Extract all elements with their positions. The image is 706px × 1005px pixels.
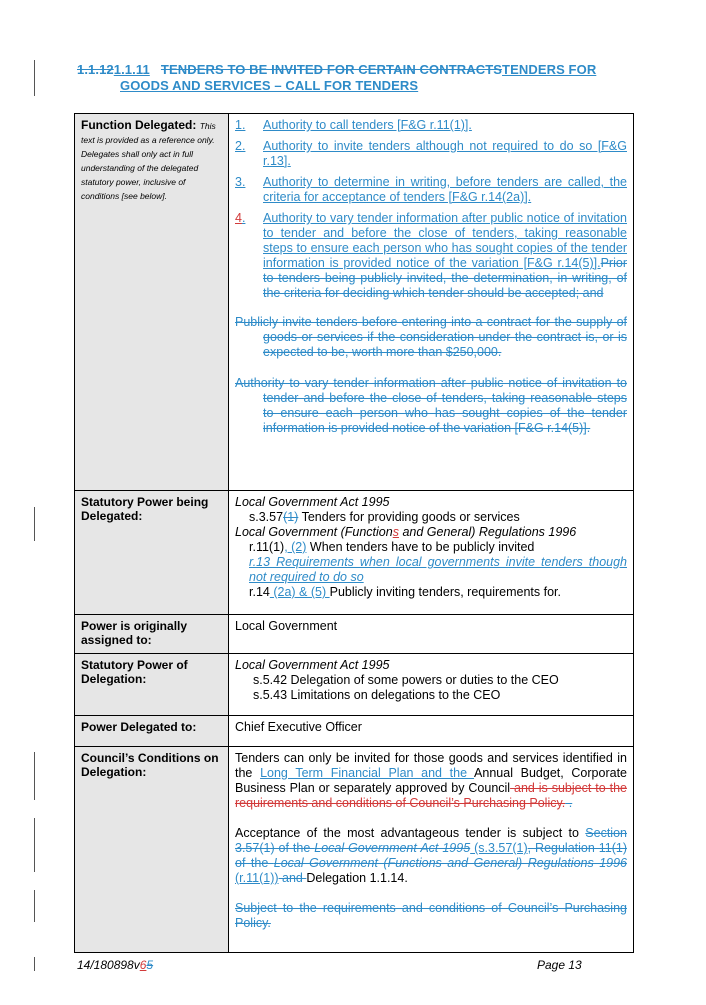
change-bar (34, 507, 35, 541)
label-cell (75, 615, 229, 654)
deleted-paragraph: Publicly invite tenders before entering into a contract for the supply of goods or services if the consideration under the contract is, or is expected to be, worth more than $250,000. (235, 315, 627, 359)
conditions-label: Council’s Conditions on Delegation: (81, 751, 219, 779)
function-item: 4. Authority to vary tender information after public notice of invitation to tender and before the close of tenders, taking reasonable steps to ensure each person who has sought copies of the tender information is provided notice of the variation [F&G r.14(5)].Prior to tenders being publicly invited, the determination, in writing, of the criteria for deciding which tender should be accepted; and (235, 211, 627, 300)
label-cell (75, 491, 229, 615)
deleted-paragraph: Authority to vary tender information after public notice of invitation to tender and before the close of tenders, taking reasonable steps to ensure each person who has sought copies of the tender information is provided notice of the variation [F&G r.14(5)]. (235, 376, 627, 435)
change-bar (34, 60, 35, 96)
change-bar (34, 818, 35, 872)
condition-paragraph-deleted: Subject to the requirements and conditions of Council’s Purchasing Policy. (235, 901, 627, 930)
section-542: s.5.42 Delegation of some powers or duties to the CEO (253, 673, 559, 687)
row-power-of-delegation (75, 654, 634, 716)
change-bar (34, 890, 35, 922)
assigned-value: Local Government (235, 619, 338, 633)
function-note: This text is provided as a reference only. Delegates shall only act in full understanding of the delegated statutory power, inclusive of conditions [see below]. (81, 121, 216, 201)
assigned-label: Power is originally assigned to: (81, 619, 188, 647)
section-543: s.5.43 Limitations on delegations to the CEO (253, 688, 501, 702)
document-number: 14/180898v65 (77, 958, 154, 972)
value-cell (229, 747, 634, 953)
row-originally-assigned (75, 615, 634, 654)
heading-title-new-1: TENDERS FOR (502, 62, 597, 77)
delegation-table (74, 113, 634, 953)
regulation-13: r.13 Requirements when local governments invite tenders though not required to do so (249, 555, 627, 584)
heading-number-new: 1.1.11 (113, 62, 150, 77)
label-cell (75, 716, 229, 747)
value-cell (229, 491, 634, 615)
delegation-power-label: Statutory Power of Delegation: (81, 658, 188, 686)
regulation-11: r.11(1), (2) When tenders have to be publicly invited (249, 540, 535, 554)
heading-number-old: 1.1.12 (77, 62, 114, 77)
condition-paragraph: Tenders can only be invited for those goods and services identified in the Long Term Financial Plan and the Annual Budget, Corporate Business Plan or separately approved by Council and is subject to the requirements and conditions of Council’s Purchasing Policy. . (235, 751, 627, 810)
condition-paragraph: Acceptance of the most advantageous tender is subject to Section 3.57(1) of the Local Government Act 1995 (s.3.57(1), Regulation 11(1) of the Local Government (Functions and General) Regulations 1996 (r.11(1)) and Delegation 1.1.14. (235, 826, 628, 885)
change-bar (34, 752, 35, 800)
regulation-14: r.14 (2a) & (5) Publicly inviting tenders, requirements for. (249, 585, 561, 599)
page-number: Page 13 (537, 958, 582, 972)
row-council-conditions (75, 747, 634, 953)
function-label: Function Delegated: (81, 118, 197, 132)
delegated-to-value: Chief Executive Officer (235, 720, 362, 734)
function-item: 3. Authority to determine in writing, before tenders are called, the criteria for acceptance of tenders [F&G r.14(2a)]. (235, 175, 627, 204)
value-cell (229, 615, 634, 654)
regulations-name: Local Government (Functions and General) Regulations 1996 (235, 525, 577, 539)
label-cell (75, 114, 229, 491)
row-function-delegated (75, 114, 634, 491)
function-item: 1. Authority to call tenders [F&G r.11(1)]. (235, 118, 472, 132)
label-cell (75, 654, 229, 716)
function-item: 2. Authority to invite tenders although not required to do so [F&G r.13]. (235, 139, 627, 168)
value-cell (229, 114, 634, 491)
heading-title-old: TENDERS TO BE INVITED FOR CERTAIN CONTRACTS (160, 62, 503, 77)
change-bar (34, 957, 35, 971)
statutory-label: Statutory Power being Delegated: (81, 495, 209, 523)
label-cell (75, 747, 229, 953)
act-name: Local Government Act 1995 (235, 658, 390, 672)
value-cell (229, 654, 634, 716)
value-cell (229, 716, 634, 747)
delegated-to-label: Power Delegated to: (81, 720, 197, 734)
act-name: Local Government Act 1995 (235, 495, 390, 509)
section-357: s.3.57(1) Tenders for providing goods or services (249, 510, 520, 524)
row-statutory-power (75, 491, 634, 615)
section-heading (77, 62, 633, 94)
heading-title-new-2: GOODS AND SERVICES – CALL FOR TENDERS (120, 78, 419, 93)
row-delegated-to (75, 716, 634, 747)
